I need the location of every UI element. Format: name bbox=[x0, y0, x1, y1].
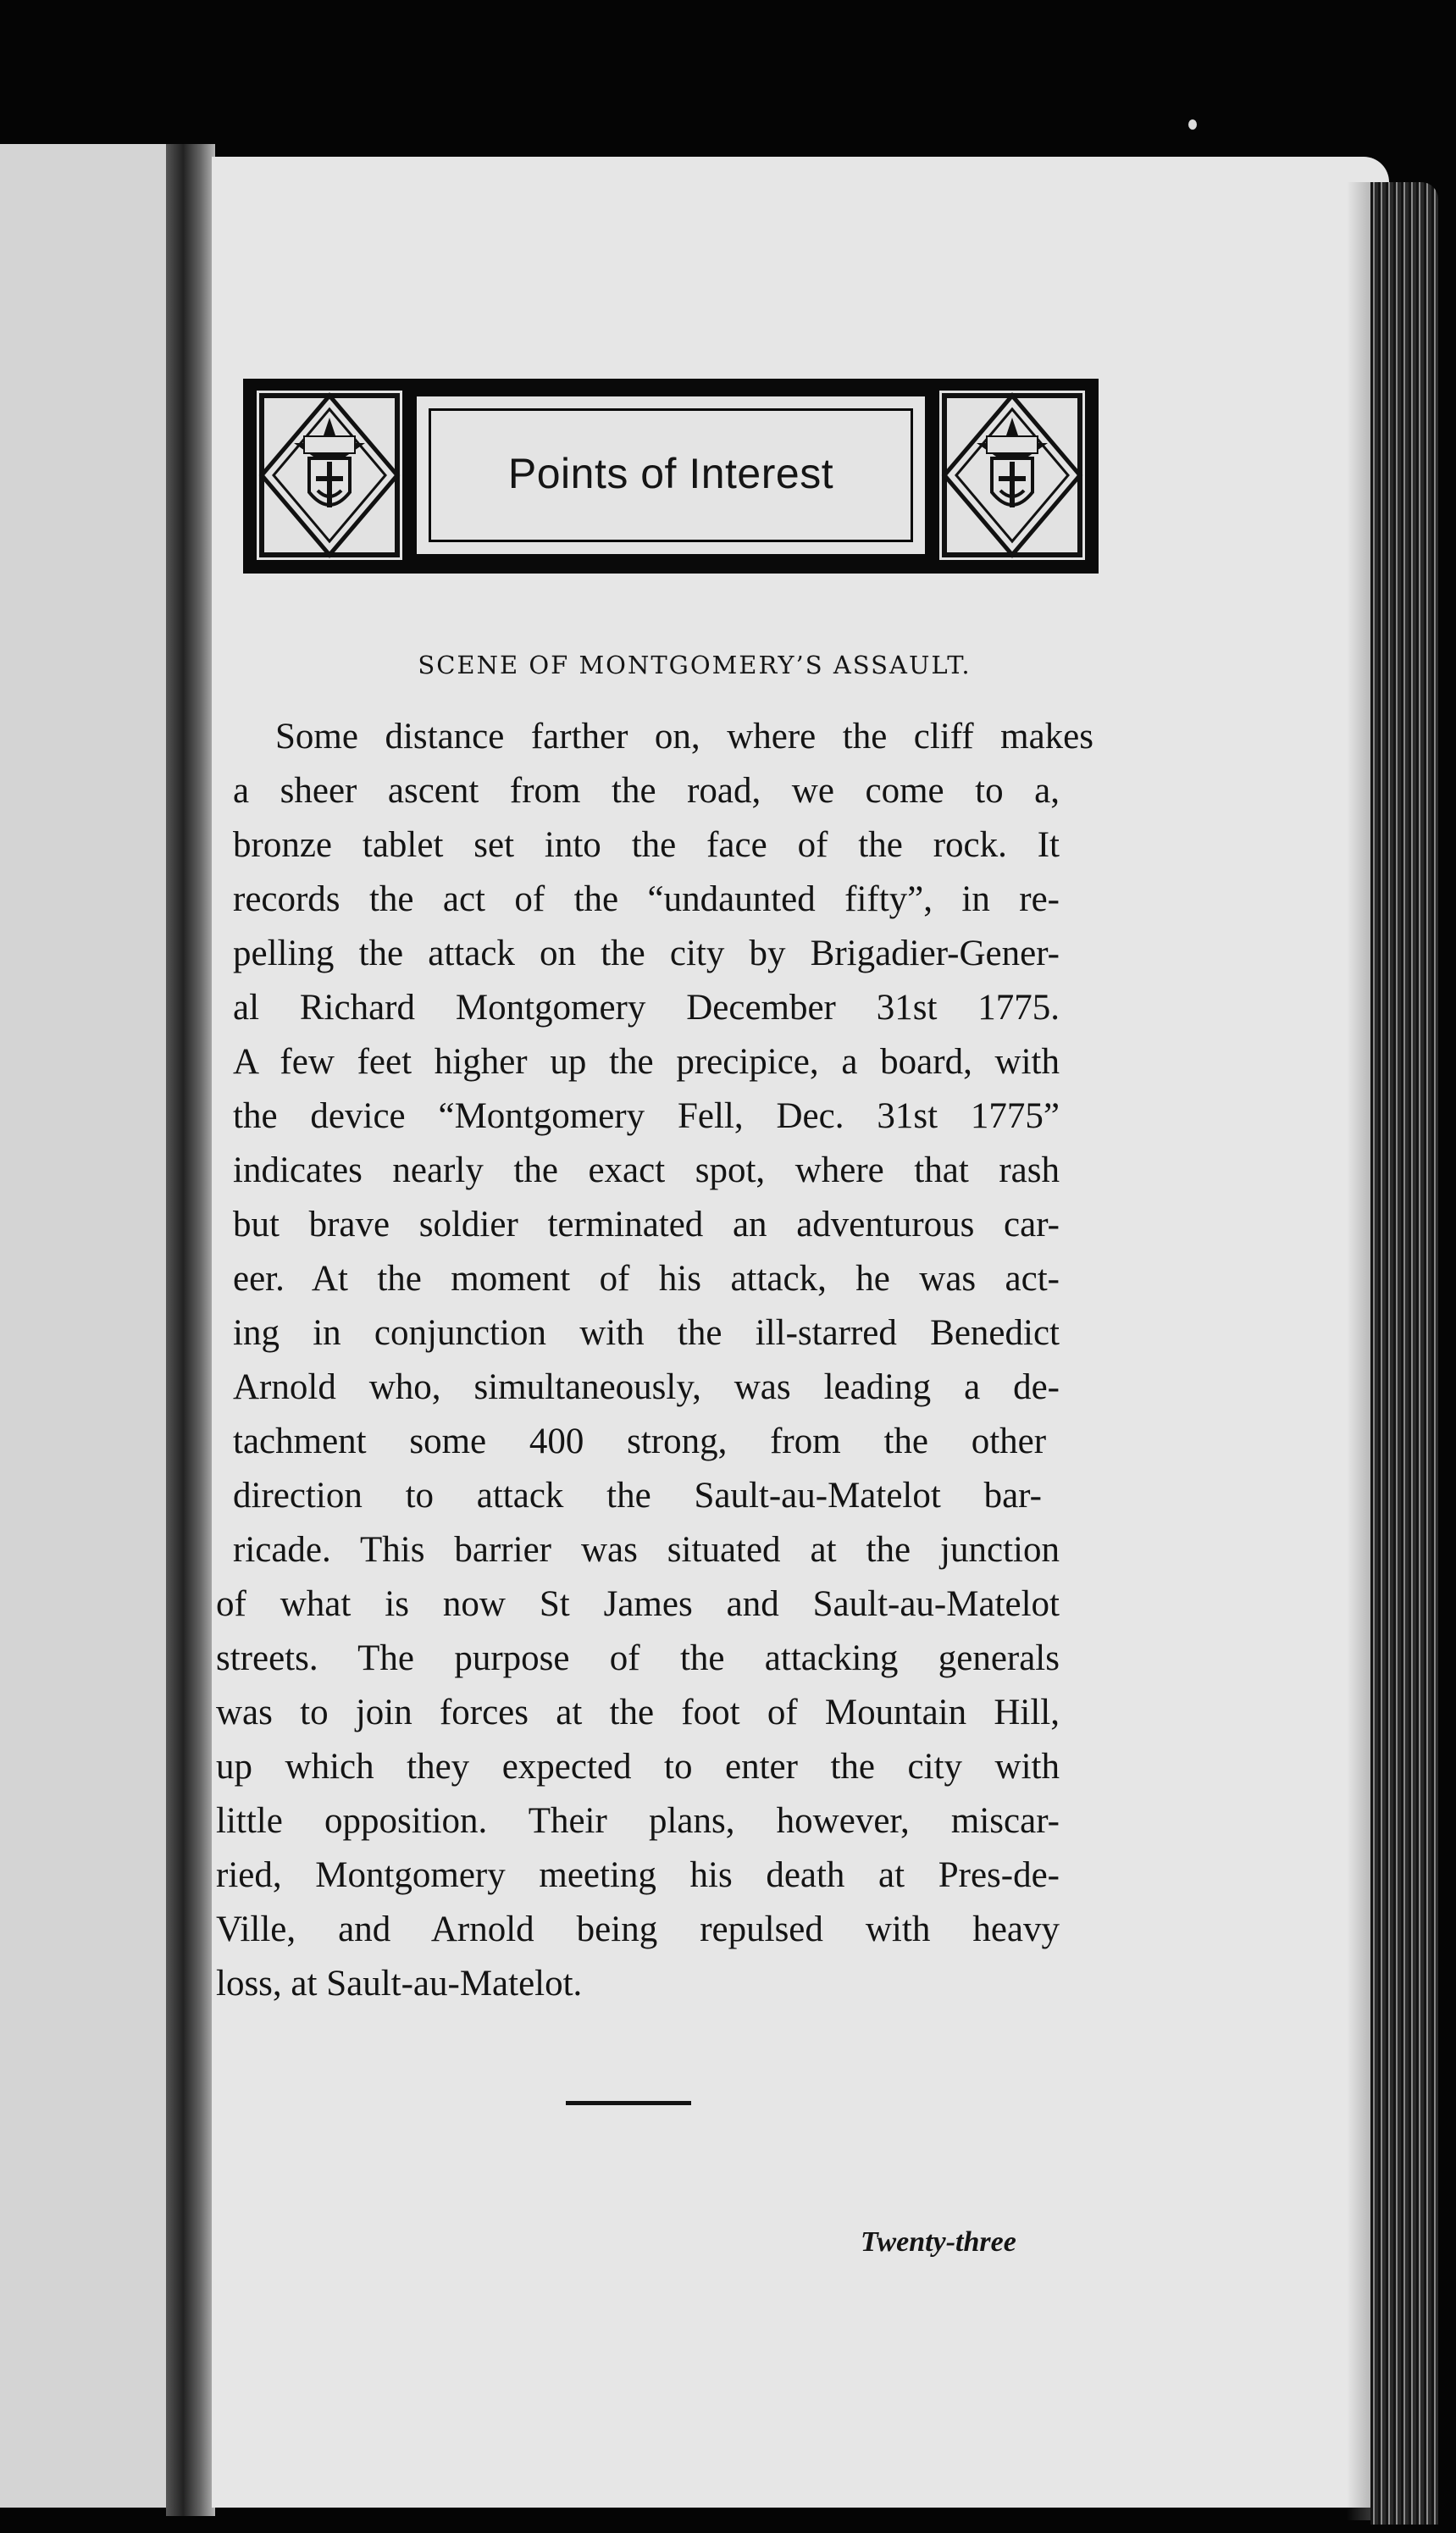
dust-speck bbox=[1188, 119, 1197, 130]
body-line: Arnold who, simultaneously, was leading a de- bbox=[233, 1367, 1060, 1407]
body-line: Some distance farther on, where the cliff makes bbox=[275, 717, 1093, 757]
body-line: loss, at Sault-au-Matelot. bbox=[216, 1964, 583, 2004]
body-line: little opposition. Their plans, however, miscar- bbox=[216, 1801, 1060, 1841]
kofc-emblem-icon bbox=[257, 391, 402, 560]
body-line: records the act of the “undaunted fifty”, in re- bbox=[233, 879, 1060, 919]
body-line: but brave soldier terminated an adventurous car- bbox=[233, 1205, 1060, 1244]
body-line: a sheer ascent from the road, we come to a, bbox=[233, 771, 1060, 811]
body-line: pelling the attack on the city by Brigadier-Gener- bbox=[233, 934, 1060, 973]
kofc-emblem-icon bbox=[939, 391, 1085, 560]
section-divider bbox=[566, 2101, 691, 2105]
body-line: al Richard Montgomery December 31st 1775. bbox=[233, 988, 1060, 1028]
book-gutter bbox=[166, 144, 215, 2516]
body-line: tachment some 400 strong, from the other bbox=[233, 1422, 1047, 1461]
body-line: streets. The purpose of the attacking generals bbox=[216, 1638, 1060, 1678]
body-line: ricade. This barrier was situated at the junction bbox=[233, 1530, 1060, 1570]
body-line: Ville, and Arnold being repulsed with heavy bbox=[216, 1909, 1060, 1949]
body-line: of what is now St James and Sault-au-Matelot bbox=[216, 1584, 1060, 1624]
header-banner bbox=[243, 379, 1099, 574]
body-line: bronze tablet set into the face of the rock. It bbox=[233, 825, 1060, 865]
body-line: the device “Montgomery Fell, Dec. 31st 1775” bbox=[233, 1096, 1060, 1136]
page-stack-edge bbox=[1370, 182, 1438, 2525]
body-line: ried, Montgomery meeting his death at Pres-de- bbox=[216, 1855, 1060, 1895]
facing-page bbox=[0, 144, 169, 2508]
page-title: Points of Interest bbox=[507, 450, 834, 497]
title-frame bbox=[412, 392, 929, 558]
body-line: direction to attack the Sault-au-Matelot bar- bbox=[233, 1476, 1042, 1516]
body-line: ing in conjunction with the ill-starred Benedict bbox=[233, 1313, 1060, 1353]
body-line: up which they expected to enter the city with bbox=[216, 1747, 1060, 1787]
page-number: Twenty-three bbox=[861, 2226, 1016, 2258]
body-line: eer. At the moment of his attack, he was act- bbox=[233, 1259, 1060, 1299]
body-line: was to join forces at the foot of Mountain Hill, bbox=[216, 1693, 1060, 1732]
body-line: indicates nearly the exact spot, where that rash bbox=[233, 1150, 1060, 1190]
section-heading: SCENE OF MONTGOMERY’S ASSAULT. bbox=[418, 651, 972, 679]
body-line: A few feet higher up the precipice, a board, with bbox=[233, 1042, 1060, 1082]
